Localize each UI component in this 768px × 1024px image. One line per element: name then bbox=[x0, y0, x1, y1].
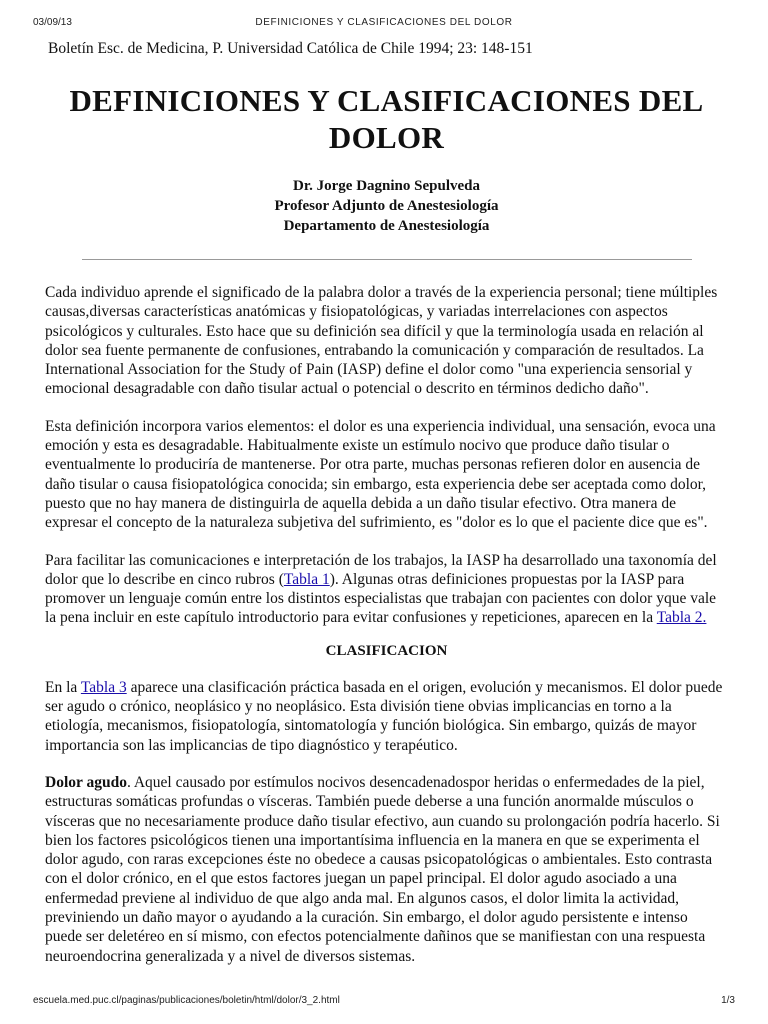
paragraph-text: aparece una clasificación práctica basada en el origen, evolución y mecanismos. El dolor puede ser agudo o crónico, neoplásico y no neoplásico. Esta división tiene obvias implicancias en torno a la etiología, mecanismos, fisiopatología, sintomatología y función biológica. Sin embargo, quizás de mayor importancia son las implicancias de tipo diagnóstico y terapéutico. bbox=[45, 678, 723, 754]
author-block bbox=[45, 176, 728, 236]
author-name: Dr. Jorge Dagnino Sepulveda bbox=[293, 178, 480, 194]
author-department: Departamento de Anestesiología bbox=[283, 218, 490, 234]
tabla-1-link[interactable]: Tabla 1 bbox=[283, 570, 330, 588]
paragraph-classification bbox=[45, 678, 728, 755]
page-number: 1/3 bbox=[721, 995, 735, 1006]
article-content bbox=[45, 40, 728, 966]
paragraph-taxonomy bbox=[45, 551, 728, 628]
horizontal-rule bbox=[82, 259, 692, 260]
print-header-title: DEFINICIONES Y CLASIFICACIONES DEL DOLOR bbox=[255, 17, 513, 28]
author-position: Profesor Adjunto de Anestesiología bbox=[274, 198, 499, 214]
tabla-3-link[interactable]: Tabla 3 bbox=[80, 678, 127, 696]
paragraph-text: ). Algunas otras definiciones propuestas por la IASP para promover un lenguaje común entre los distintos especialistas que trabajan con pacientes con dolor yque vale la pena incluir en este capítulo introductorio para evitar confusiones y repeticiones, aparecen en la bbox=[45, 570, 717, 627]
article-title: DEFINICIONES Y CLASIFICACIONES DEL DOLOR bbox=[69, 83, 704, 155]
journal-citation: Boletín Esc. de Medicina, P. Universidad Católica de Chile 1994; 23: 148-151 bbox=[48, 40, 533, 57]
tabla-2-link[interactable]: Tabla 2. bbox=[656, 609, 707, 627]
paragraph-text: Para facilitar las comunicaciones e interpretación de los trabajos, la IASP ha desarrollado una taxonomía del dolor que lo describe en cinco rubros ( bbox=[45, 551, 717, 588]
paragraph-text: En la bbox=[45, 678, 81, 696]
paragraph-definition: Esta definición incorpora varios elementos: el dolor es una experiencia individual, una sensación, evoca una emoción y esta es desagradable. Habitualmente existe un estímulo nocivo que produce daño tisular o eventualmente lo produciría de mantenerse. Por otra parte, muchas personas refieren dolor en ausencia de daño tisular o causa fisiopatológica conocida; sin embargo, esta experiencia debe ser aceptada como dolor, puesto que no hay manera de distinguirla de aquella debida a un daño tisular efectivo. Otra manera de expresar el concepto de la naturaleza subjetiva del sufrimiento, es "dolor es lo que el paciente dice que es". bbox=[45, 417, 716, 532]
term-dolor-agudo: Dolor agudo bbox=[45, 773, 127, 791]
paragraph-intro: Cada individuo aprende el significado de la palabra dolor a través de la experiencia personal; tiene múltiples causas,diversas características anatómicas y fisiopatológicas, y variadas interrelaciones con aspectos psicológicos y culturales. Esto hace que su definición sea difícil y que la terminología usada en relación al dolor sea fuente permanente de confusiones, entrabando la comunicación y comparación de resultados. La International Association for the Study of Pain (IASP) define el dolor como "una experiencia sensorial y emocional desagradable con daño tisular actual o potencial o descrito en términos dedicho daño". bbox=[45, 284, 718, 398]
print-header bbox=[33, 17, 735, 31]
paragraph-text: . Aquel causado por estímulos nocivos desencadenadospor heridas o enfermedades de la piel, estructuras somáticas profundas o vísceras. También puede deberse a una función anormalde músculos o vísceras que no necesariamente produce daño tisular efectivo, aun cuando su prolongación podría hacerlo. Si bien los factores psicológicos tienen una importantísima influencia en la manera en que se experimenta el dolor agudo, con raras excepciones éste no obedece a causas psicopatológicas o ambientales. Esto contrasta con el dolor crónico, en el que estos factores juegan un papel principal. El dolor agudo asociado a una enfermedad previene al individuo de que algo anda mal. En algunos casos, el dolor limita la actividad, previniendo un daño mayor o ayudando a la curación. Sin embargo, el dolor agudo persistente e intenso puede ser deletéreo en sí mismo, con efectos potencialmente dañinos que se manifiestan con una respuesta neuroendocrina generalizada y a nivel de diversos sistemas. bbox=[45, 773, 720, 965]
section-heading-clasificacion: CLASIFICACION bbox=[325, 642, 448, 659]
paragraph-dolor-agudo bbox=[45, 773, 728, 966]
print-date: 03/09/13 bbox=[33, 17, 72, 28]
page-url: escuela.med.puc.cl/paginas/publicaciones/boletin/html/dolor/3_2.html bbox=[33, 995, 340, 1006]
